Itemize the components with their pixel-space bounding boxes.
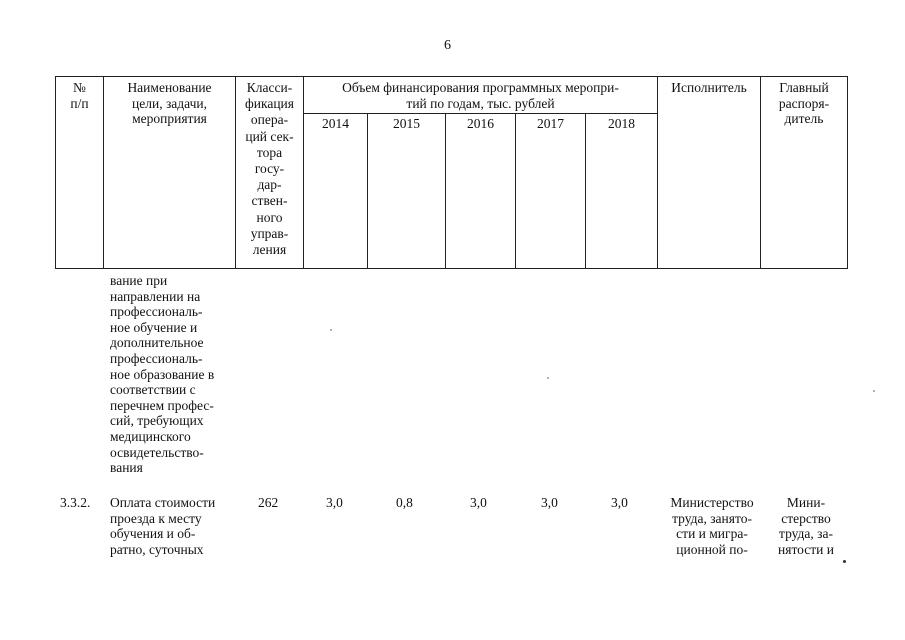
col-class-line: управ- — [250, 225, 289, 241]
text-line: соответствии с — [110, 382, 196, 398]
col-class-line: дар- — [257, 177, 282, 193]
sep-year-3 — [515, 114, 516, 269]
col-name-line: цели, задачи, — [132, 95, 207, 111]
header-top-border — [55, 76, 848, 77]
col-main-line: дитель — [784, 111, 824, 126]
text-line: Министерство — [670, 495, 754, 510]
text-line: обучения и об- — [110, 526, 196, 542]
text-line: труда, занято- — [672, 510, 752, 526]
sep-year-2 — [445, 114, 446, 269]
row-number: 3.3.2. — [60, 495, 91, 510]
row-main-manager — [766, 495, 846, 557]
scan-speck — [843, 560, 846, 563]
sep-year-4 — [585, 114, 586, 269]
value-2014: 3,0 — [326, 495, 343, 510]
col-class-line: фикация — [245, 96, 294, 112]
col-class-line: Класси- — [246, 80, 293, 95]
page-number: 6 — [444, 38, 451, 53]
text-line: вания — [110, 460, 143, 476]
col-name-line: мероприятия — [132, 111, 207, 126]
year-2017: 2017 — [537, 116, 564, 131]
text-line: труда, за- — [779, 526, 833, 542]
col-num-line: п/п — [70, 95, 89, 111]
col-main-line: Главный — [779, 80, 829, 95]
funding-subheader-line — [303, 113, 658, 114]
value-2016: 3,0 — [470, 495, 487, 510]
table-header — [55, 76, 848, 269]
scan-speck — [330, 329, 332, 331]
text-line: дополнительное — [110, 335, 204, 351]
col-class-line: ного — [256, 209, 283, 225]
text-line: сти и мигра- — [676, 526, 748, 542]
col-funding-line: Объем финансирования программных меропри- — [342, 80, 619, 95]
col-num-header — [56, 80, 103, 111]
header-bottom-border — [55, 268, 848, 269]
year-2014: 2014 — [322, 116, 349, 131]
value-2017: 3,0 — [541, 495, 558, 510]
col-num-line: № — [73, 80, 86, 95]
text-line: Оплата стоимости — [110, 495, 216, 510]
year-2018: 2018 — [608, 116, 635, 131]
col-class-line: тора — [256, 144, 283, 160]
text-line: вание при — [110, 273, 168, 288]
text-line: перечнем профес- — [110, 397, 214, 413]
row-executor — [660, 495, 764, 557]
col-main-line: распоря- — [778, 95, 830, 111]
value-2015: 0,8 — [396, 495, 413, 510]
row-classification: 262 — [258, 495, 279, 510]
text-line: ное обучение и — [110, 319, 198, 335]
text-line: сий, требующих — [110, 413, 204, 429]
value-2018: 3,0 — [611, 495, 628, 510]
col-funding-header — [304, 80, 657, 111]
text-line: нятости и — [778, 541, 834, 557]
text-line: стерство — [781, 510, 831, 526]
col-funding-line: тий по годам, тыс. рублей — [406, 95, 555, 111]
text-line: профессиональ- — [110, 304, 203, 320]
text-line: профессиональ- — [110, 350, 203, 366]
text-line: Мини- — [786, 495, 826, 510]
col-class-line: ствен- — [251, 193, 288, 209]
col-main-header — [761, 80, 847, 127]
scan-speck — [873, 390, 875, 392]
col-class-line: ций сек- — [245, 128, 294, 144]
scan-speck — [547, 377, 549, 379]
row-name — [110, 495, 215, 557]
col-class-header — [236, 80, 303, 258]
text-line: проезда к месту — [110, 510, 202, 526]
header-right-border — [847, 76, 848, 269]
col-class-line: ления — [252, 242, 287, 258]
col-name-header — [104, 80, 235, 127]
sep-4 — [657, 76, 658, 269]
year-2016: 2016 — [467, 116, 494, 131]
continued-item-text — [110, 273, 214, 476]
year-2015: 2015 — [393, 116, 420, 131]
text-line: медицинского — [110, 428, 191, 444]
col-name-line: Наименование — [127, 80, 212, 95]
col-class-line: опера- — [250, 112, 289, 128]
text-line: освидетельство- — [110, 444, 204, 460]
text-line: ное образование в — [110, 366, 215, 382]
sep-year-1 — [367, 114, 368, 269]
text-line: ратно, суточных — [110, 541, 204, 557]
text-line: ционной по- — [676, 541, 748, 557]
col-exec-header: Исполнитель — [671, 80, 747, 95]
text-line: направлении на — [110, 288, 201, 304]
col-class-line: госу- — [254, 161, 285, 177]
